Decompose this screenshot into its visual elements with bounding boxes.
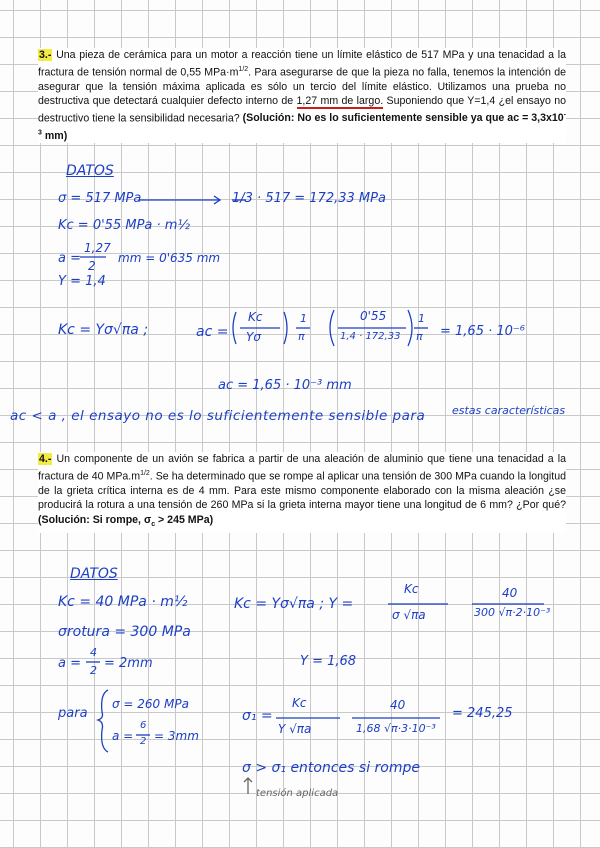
work-4-y-eq-num: 40 xyxy=(502,586,518,600)
problem-3-solution-exponent: -3 xyxy=(38,111,567,137)
work-3-ac-eq2-num: 0'55 xyxy=(360,309,387,323)
work-3-datos-heading: DATOS xyxy=(66,163,114,179)
work-3-a-lhs: a = xyxy=(58,251,81,266)
work-3-a-rest: mm = 0'635 mm xyxy=(118,251,221,265)
work-4-a-num: 4 xyxy=(90,646,97,659)
problem-4-text-a: Un componente de un avión se fabrica a partir de una aleación de aluminio que tiene una tenacidad a la fractura de 40 MPa.m xyxy=(38,453,566,483)
problem-4-solution-sub: c xyxy=(151,521,156,529)
problem-4-solution-b: > 245 MPa) xyxy=(155,513,214,526)
work-4-note: tensión aplicada xyxy=(256,788,339,799)
work-3-ac-pi-den: π xyxy=(298,330,305,343)
work-4-p-a-lhs: a = xyxy=(112,729,134,743)
problem-3-number: 3.- xyxy=(39,49,52,61)
work-4-para: para xyxy=(58,706,88,721)
work-4-s1-num: Kc xyxy=(292,696,307,710)
work-3-a-num: 1,27 xyxy=(84,241,111,255)
work-4-p-sigma: σ = 260 MPa xyxy=(112,697,189,711)
problem-3-solution-b: mm) xyxy=(41,129,68,142)
work-3-ac-pi2-num: 1 xyxy=(418,312,425,325)
problem-3-text-c: Suponiendo que Y=1,4 ¿el ensayo no destructivo tiene la sensibilidad necesaria? xyxy=(38,95,566,125)
work-4-formula: Kc = Yσ√πa ; Y = xyxy=(234,596,354,612)
work-3-ac-lhs: ac = xyxy=(196,324,229,340)
work-4-p-a-rest: = 3mm xyxy=(154,729,199,743)
work-4-s1-result: = 245,25 xyxy=(452,706,513,721)
problem-4-text-b: . Se ha determinado que se rompe al aplicar una tensión de 300 MPa cuando la longitud de la grieta crítica interna es de 4 mm. Para este mismo componente elaborado con la misma aleación ¿se producirá la rotura a una tensión de 260 MPa si la grieta interna mayor tiene una longitud de 6 mm? ¿Por qué? xyxy=(38,470,566,512)
work-4-comparison: σ > σ₁ entonces si rompe xyxy=(242,760,421,776)
problem-3-text-b: . Para asegurarse de que la pieza no falla, tenemos la intención de asegurar que la tensión máxima aplicada es sólo un tercio del límite elástico. Utilizamos una prueba no destructiva que detectará cualquier defecto interno de xyxy=(38,66,567,108)
work-3-kc: Kc = 0'55 MPa · m½ xyxy=(58,218,191,233)
work-4-kc: Kc = 40 MPa · m½ xyxy=(58,594,188,610)
problem-4-number: 4.- xyxy=(39,453,52,465)
work-3-ac-pi2-den: π xyxy=(416,330,423,343)
work-4-p-a-den: 2 xyxy=(140,736,147,747)
work-4-y-eq-den: 300 √π·2·10⁻³ xyxy=(474,606,551,619)
work-3-ac-frac-num: Kc xyxy=(248,310,263,324)
work-4-y-frac-den: σ √πa xyxy=(392,608,426,622)
work-4-datos-heading: DATOS xyxy=(70,566,118,582)
work-4-a-den: 2 xyxy=(90,664,97,677)
work-3-ac-final: ac = 1,65 · 10⁻³ mm xyxy=(218,378,352,393)
problem-3-solution-a: (Solución: No es lo suficientemente sensible ya que ac = 3,3x10 xyxy=(242,112,564,125)
work-3-ac-frac-den: Yσ xyxy=(246,330,261,344)
work-4-s1-eq-den: 1,68 √π·3·10⁻³ xyxy=(356,722,436,735)
work-3-sigma: σ = 517 MPa xyxy=(58,191,142,206)
work-4-s1-lhs: σ₁ = xyxy=(242,708,273,724)
problem-3-text-a: Una pieza de cerámica para un motor a reacción tiene un límite elástico de 517 MPa y una tenacidad a la fractura de tensión normal de 0,55 MPa·m xyxy=(38,49,566,79)
work-3-ac-pi-num: 1 xyxy=(300,312,307,325)
work-3-conclusion-tail: estas características xyxy=(452,404,566,417)
work-4-s1-eq-num: 40 xyxy=(390,698,406,712)
work-3-ac-eq2-den: 1,4 · 172,33 xyxy=(340,331,401,342)
work-4-a-rest: = 2mm xyxy=(104,656,153,671)
work-3-formula: Kc = Yσ√πa ; xyxy=(58,322,149,338)
problem-3-underlined-length: 1,27 mm de largo. xyxy=(296,95,384,108)
work-4-a-lhs: a = xyxy=(58,656,81,671)
work-3-a-den: 2 xyxy=(88,259,96,273)
work-3-ac-result: = 1,65 · 10⁻⁶ xyxy=(440,324,525,339)
work-4-sigma-rotura: σrotura = 300 MPa xyxy=(58,624,191,640)
work-3-third-stress: 1/3 · 517 = 172,33 MPa xyxy=(232,191,386,206)
arrow-icon xyxy=(140,196,220,204)
work-4-y-frac-num: Kc xyxy=(404,582,419,596)
work-4-s1-den: Y √πa xyxy=(278,722,312,736)
problem-4-solution-a: (Solución: Si rompe, σ xyxy=(38,513,152,526)
curly-brace xyxy=(98,690,108,752)
work-4-p-a-num: 6 xyxy=(140,720,147,731)
arrow-icon xyxy=(244,778,252,794)
problem-4-exponent: 1/2 xyxy=(140,469,150,477)
problem-3-exponent: 1/2 xyxy=(238,65,249,73)
work-3-conclusion: ac < a , el ensayo no es lo suficientemente sensible para xyxy=(10,408,426,424)
work-3-y: Y = 1,4 xyxy=(58,274,106,289)
work-4-y-result: Y = 1,68 xyxy=(300,654,357,669)
